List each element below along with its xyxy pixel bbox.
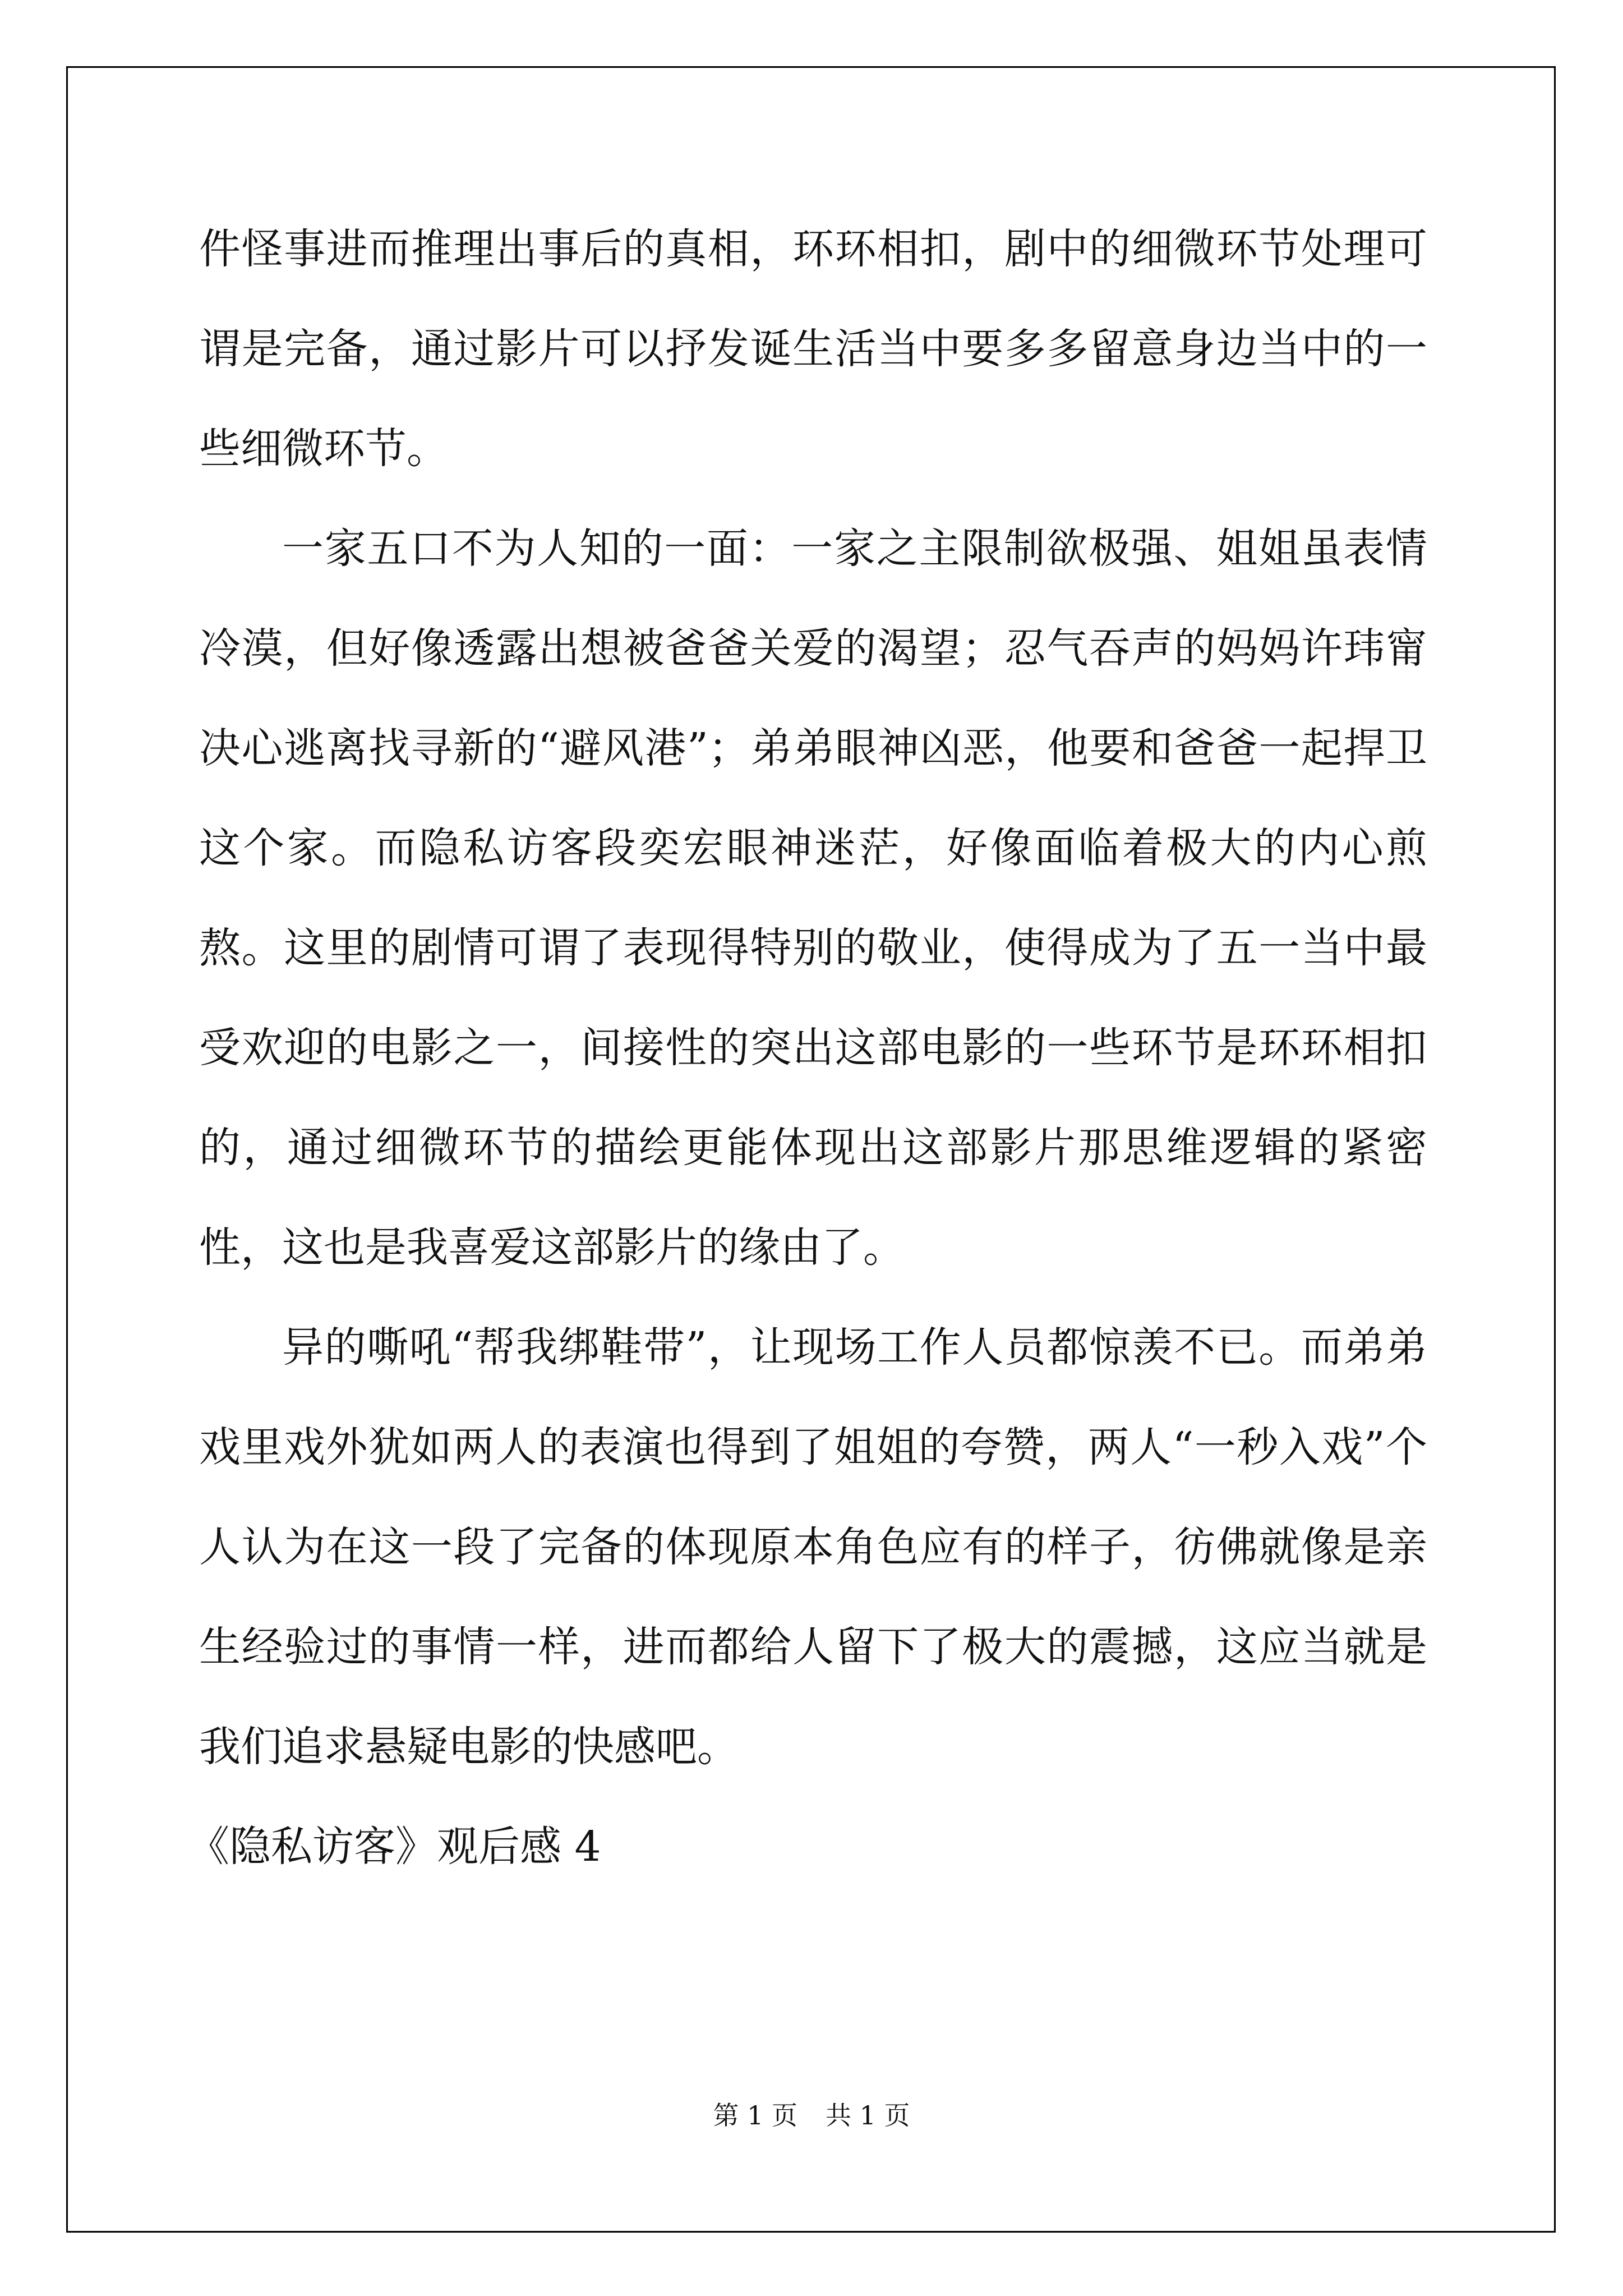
page-number: 第 1 页 bbox=[713, 2100, 797, 2131]
paragraph-3: 异的嘶吼“帮我绑鞋带”，让现场工作人员都惊羡不已。而弟弟戏里戏外犹如两人的表演也得到了姐姐的夸赞，两人“一秒入戏”个人认为在这一段了完备的体现原本角色应有的样子，彷佛就像是亲生经验过的事情一样，进而都给人留下了极大的震撼，这应当就是我们追求悬疑电影的快感吧。 bbox=[199, 1323, 1427, 1771]
paragraph-1: 件怪事进而推理出事后的真相，环环相扣，剧中的细微环节处理可谓是完备，通过影片可以抒发诞生活当中要多多留意身边当中的一些细微环节。 bbox=[199, 225, 1427, 473]
page-footer bbox=[0, 2095, 1623, 2132]
document-body bbox=[188, 199, 1427, 1897]
paragraph-2: 一家五口不为人知的一面：一家之主限制欲极强、姐姐虽表情冷漠，但好像透露出想被爸爸关爱的渴望；忍气吞声的妈妈许玮甯决心逃离找寻新的“避风港”；弟弟眼神凶恶，他要和爸爸一起捍卫这个家。而隐私访客段奕宏眼神迷茫，好像面临着极大的内心煎熬。这里的剧情可谓了表现得特别的敬业，使得成为了五一当中最受欢迎的电影之一，间接性的突出这部电影的一些环节是环环相扣的，通过细微环节的描绘更能体现出这部影片那思维逻辑的紧密性，这也是我喜爱这部影片的缘由了。 bbox=[199, 524, 1427, 1272]
section-heading: 《隐私访客》观后感 4 bbox=[188, 1823, 601, 1871]
page-total: 共 1 页 bbox=[826, 2100, 910, 2131]
